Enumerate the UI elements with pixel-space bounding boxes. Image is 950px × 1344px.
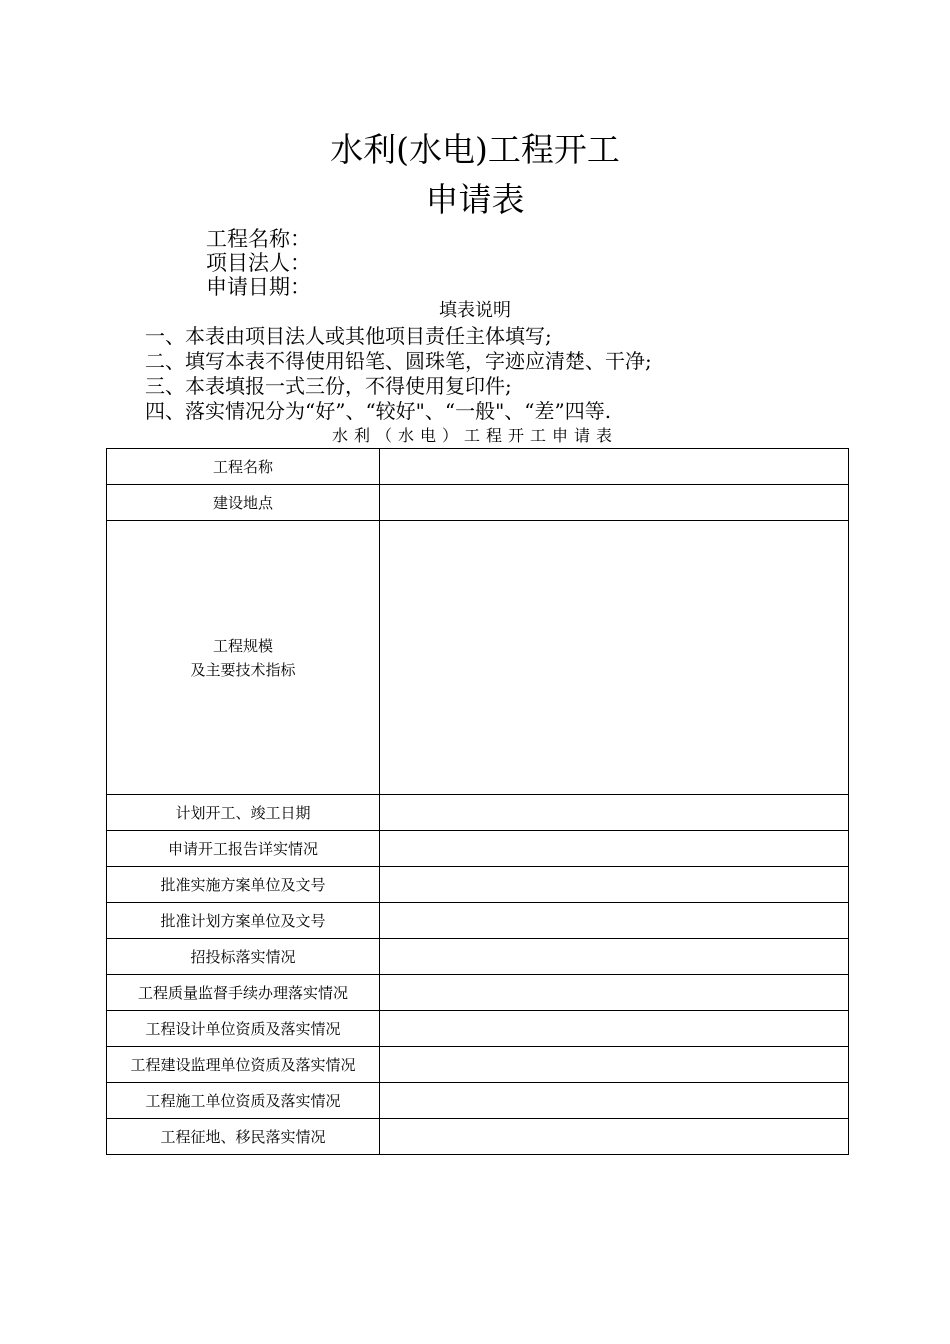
row-label-plan-approval: 批准计划方案单位及文号 xyxy=(107,903,380,939)
row-label-implementation-approval: 批准实施方案单位及文号 xyxy=(107,867,380,903)
instructions-heading: 填表说明 xyxy=(439,300,511,321)
table-row xyxy=(107,975,849,1011)
project-name-field: 工程名称： xyxy=(206,227,311,251)
row-label-project-scale-line1: 工程规模 xyxy=(212,636,273,655)
instruction-item: 三、本表填报一式三份，不得使用复印件; xyxy=(145,374,512,398)
instruction-item: 四、落实情况分为“好”、“较好"、“一般"、“差”四等. xyxy=(145,399,612,423)
row-value-plan-approval[interactable] xyxy=(380,903,849,939)
table-row xyxy=(107,867,849,903)
table-row xyxy=(107,1083,849,1119)
project-legal-person-field: 项目法人： xyxy=(206,251,311,275)
row-value-project-name[interactable] xyxy=(380,449,849,485)
row-value-design-unit[interactable] xyxy=(380,1011,849,1047)
row-label-supervision-unit: 工程建设监理单位资质及落实情况 xyxy=(107,1047,380,1083)
row-label-project-scale xyxy=(107,521,380,795)
document-title-line1: 水利(水电)工程开工 xyxy=(330,130,620,169)
row-value-project-scale[interactable] xyxy=(380,521,849,795)
row-label-land-resettlement: 工程征地、移民落实情况 xyxy=(107,1119,380,1155)
row-value-implementation-approval[interactable] xyxy=(380,867,849,903)
row-value-construction-unit[interactable] xyxy=(380,1083,849,1119)
row-label-project-scale-line2: 及主要技术指标 xyxy=(190,660,296,679)
table-row xyxy=(107,831,849,867)
row-label-design-unit: 工程设计单位资质及落实情况 xyxy=(107,1011,380,1047)
table-row xyxy=(107,1047,849,1083)
row-label-construction-site: 建设地点 xyxy=(107,485,380,521)
table-row xyxy=(107,1119,849,1155)
table-row xyxy=(107,485,849,521)
document-title-line2: 申请表 xyxy=(425,180,525,219)
row-value-bidding[interactable] xyxy=(380,939,849,975)
table-row xyxy=(107,939,849,975)
table-row xyxy=(107,903,849,939)
row-label-planned-dates: 计划开工、竣工日期 xyxy=(107,795,380,831)
row-value-supervision-unit[interactable] xyxy=(380,1047,849,1083)
row-value-construction-site[interactable] xyxy=(380,485,849,521)
row-label-start-report: 申请开工报告详实情况 xyxy=(107,831,380,867)
row-label-project-name: 工程名称 xyxy=(107,449,380,485)
application-date-field: 申请日期： xyxy=(206,275,311,299)
table-row xyxy=(107,795,849,831)
instruction-item: 二、填写本表不得使用铅笔、圆珠笔，字迹应清楚、干净; xyxy=(145,349,652,373)
row-value-land-resettlement[interactable] xyxy=(380,1119,849,1155)
table-caption: 水利（水电）工程开工申请表 xyxy=(331,426,618,445)
row-value-quality-supervision[interactable] xyxy=(380,975,849,1011)
row-label-construction-unit: 工程施工单位资质及落实情况 xyxy=(107,1083,380,1119)
row-value-planned-dates[interactable] xyxy=(380,795,849,831)
row-label-bidding: 招投标落实情况 xyxy=(107,939,380,975)
table-row xyxy=(107,521,849,795)
table-row xyxy=(107,449,849,485)
row-label-quality-supervision: 工程质量监督手续办理落实情况 xyxy=(107,975,380,1011)
instruction-item: 一、本表由项目法人或其他项目责任主体填写; xyxy=(145,324,552,348)
table-row xyxy=(107,1011,849,1047)
application-form-table xyxy=(106,448,849,1155)
row-value-start-report[interactable] xyxy=(380,831,849,867)
